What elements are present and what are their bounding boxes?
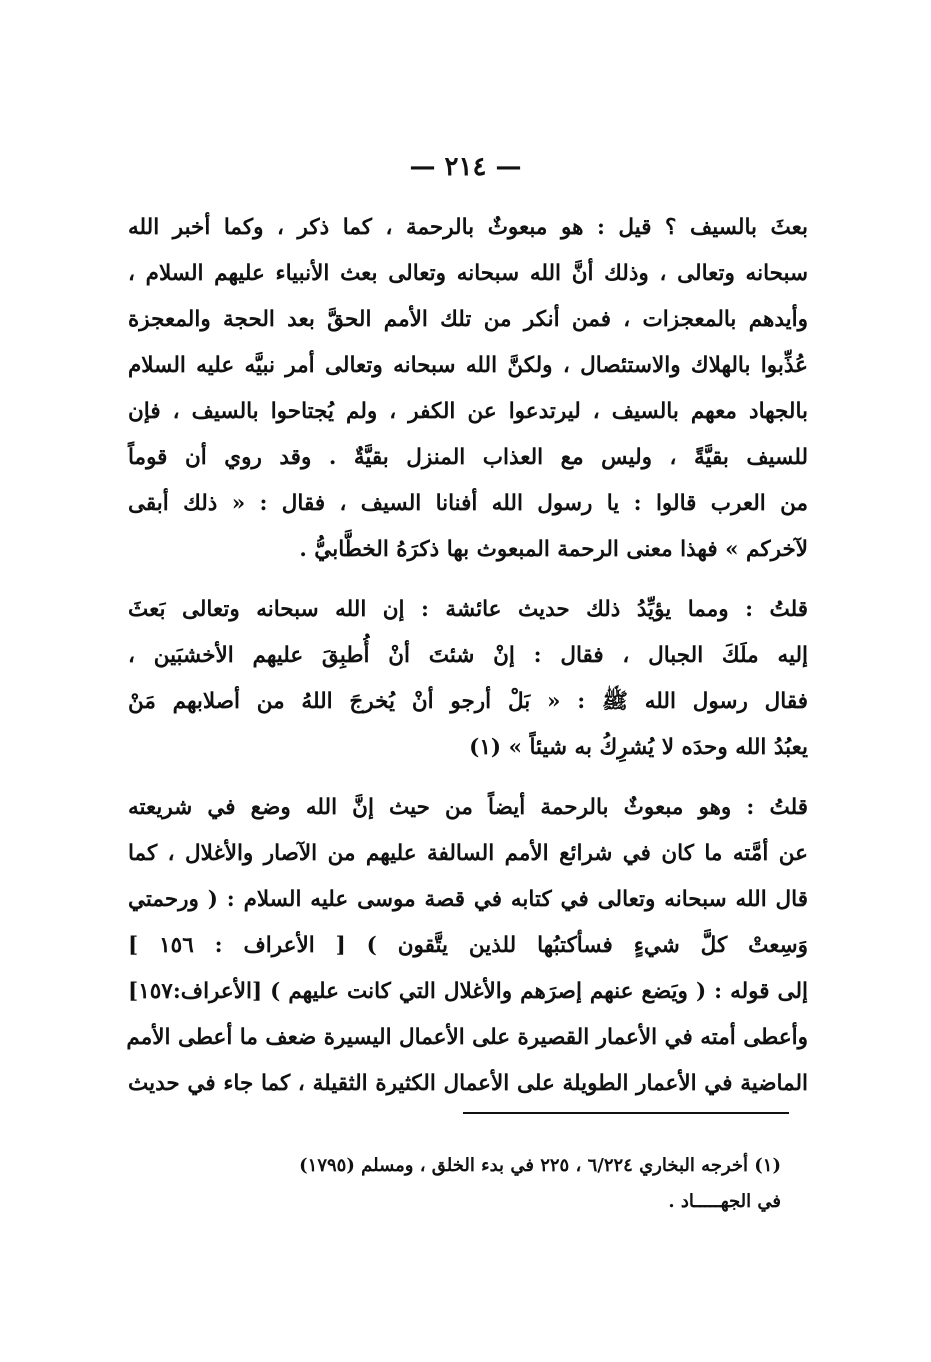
text-line: لآخركم » فهذا معنى الرحمة المبعوث بها ذكرَهُ الخطَّابيُّ . [299, 537, 808, 562]
paragraph-3 [128, 785, 808, 1107]
text-line: الماضية في الأعمار الطويلة على الأعمال الكثيرة الثقيلة ، كما جاء في حديث [128, 1071, 808, 1096]
text-line: إلى قوله : ( ويَضع عنهم إصرَهم والأغلال التي كانت عليهم ) [الأعراف:١٥٧] [128, 979, 808, 1004]
text-line: وَسِعتْ كلَّ شيءٍ فسأكتبُها للذين يتَّقون ) [ الأعراف : ١٥٦ ] [128, 933, 808, 958]
paragraph-2 [128, 587, 808, 771]
main-text [128, 205, 808, 1107]
text-line: من العرب قالوا : يا رسول الله أفنانا السيف ، فقال : « ذلك أبقى [128, 491, 808, 516]
text-line: وأعطى أمته في الأعمار القصيرة على الأعمال اليسيرة ضعف ما أعطى الأمم [126, 1025, 808, 1050]
text-line: قال الله سبحانه وتعالى في كتابه في قصة موسى عليه السلام : ( ورحمتي [128, 887, 808, 912]
text-line: بالجهاد معهم بالسيف ، ليرتدعوا عن الكفر ، ولم يُجتاحوا بالسيف ، فإن [128, 399, 808, 424]
text-line: فقال رسول الله ﷺ : « بَلْ أرجو أنْ يُخرجَ اللهُ من أصلابهم مَنْ [128, 689, 808, 714]
text-line: للسيف بقيَّةً ، وليس مع العذاب المنزل بقيَّةٌ . وقد روي أن قوماً [128, 445, 808, 470]
footnote [299, 1148, 781, 1220]
text-line: عن أمَّته ما كان في شرائع الأمم السالفة عليهم من الآصار والأغلال ، كما [128, 841, 808, 866]
text-line: يعبُدُ الله وحدَه لا يُشرِكُ به شيئاً » (١) [469, 735, 808, 760]
text-line: إليه ملَكَ الجبال ، فقال : إنْ شئتَ أنْ أُطبِقَ عليهم الأخشبَين ، [128, 643, 808, 668]
text-line: بعثَ بالسيف ؟ قيل : هو مبعوثٌ بالرحمة ، كما ذكر ، وكما أخبر الله [128, 215, 808, 240]
text-line: وأيدهم بالمعجزات ، فمن أنكر من تلك الأمم الحقَّ بعد الحجة والمعجزة [128, 307, 808, 332]
text-line: قلتُ : ومما يؤيِّدُ ذلك حديث عائشة : إن الله سبحانه وتعالى بَعثَ [128, 597, 808, 622]
page-number: — ٢١٤ — [409, 152, 522, 182]
footnote-line: (١) أخرجه البخاري ٦/٢٢٤ ، ٢٢٥ في بدء الخلق ، ومسلم (١٧٩٥) [299, 1155, 781, 1176]
text-line: عُذِّبوا بالهلاك والاستئصال ، ولكنَّ الله سبحانه وتعالى أمر نبيَّه عليه السلام [128, 353, 808, 378]
footnote-line: في الجهـــــاد . [668, 1191, 781, 1212]
footnote-divider [463, 1112, 789, 1114]
text-line: سبحانه وتعالى ، وذلك أنَّ الله سبحانه وتعالى بعث الأنبياء عليهم السلام ، [128, 261, 808, 286]
text-line: قلتُ : وهو مبعوثٌ بالرحمة أيضاً من حيث إنَّ الله وضع في شريعته [128, 795, 808, 820]
paragraph-1 [128, 205, 808, 573]
